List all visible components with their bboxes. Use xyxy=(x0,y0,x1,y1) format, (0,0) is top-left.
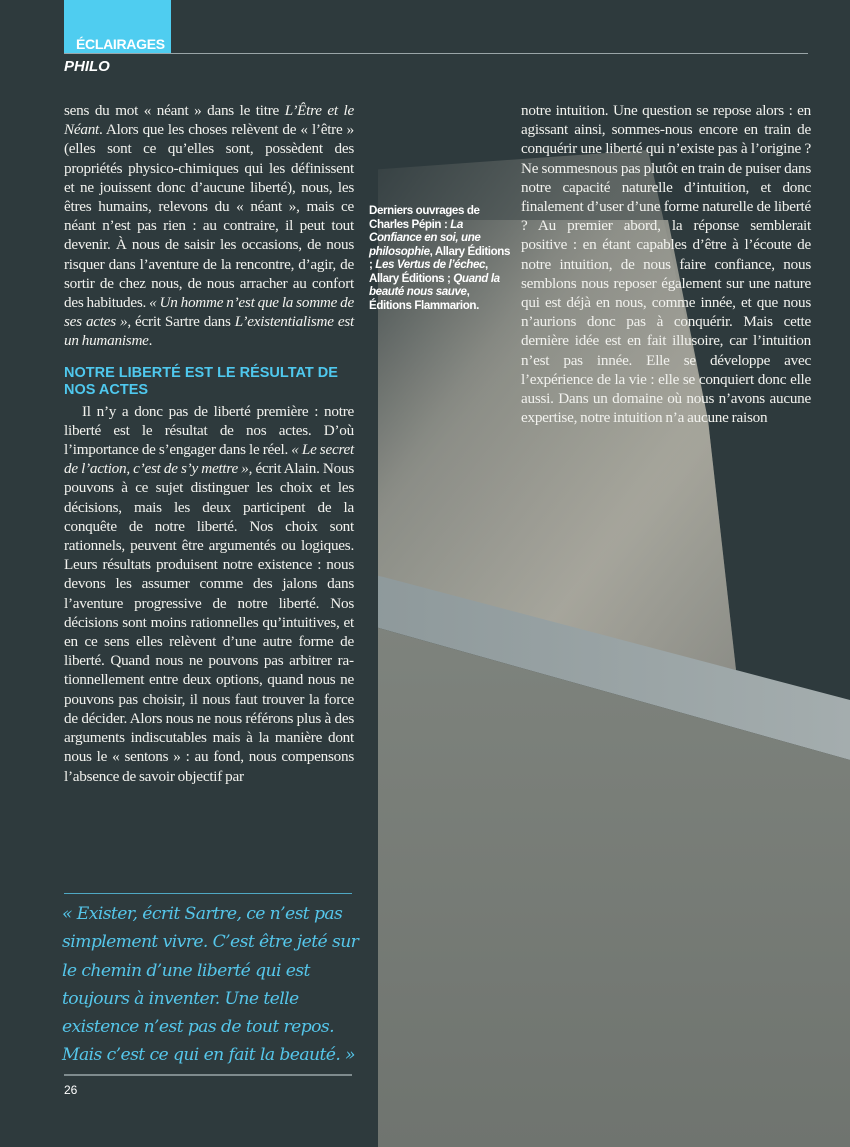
article-column-1 xyxy=(64,101,354,786)
text-run: . xyxy=(148,332,153,350)
sidebar-note xyxy=(369,204,514,312)
pull-quote: « Exister, écrit Sartre, ce n’est pas simplement vivre. C’est être jeté sur le chemin d’une liberté qui est toujours à inventer. Une telle existence n’est pas de tout repos. Mais c’est ce qui en fait la beauté. » xyxy=(62,904,359,1066)
italic-text: L’existentialisme est un humanisme xyxy=(64,313,354,350)
text-run: , Allary Éditions ; xyxy=(369,244,511,271)
category-label: ÉCLAIRAGES xyxy=(76,36,165,52)
page-number: 26 xyxy=(64,1083,78,1097)
quote-top-rule xyxy=(64,893,352,894)
paragraph xyxy=(64,101,354,351)
text-run: , Éditions Flammarion. xyxy=(369,285,479,312)
quote-bottom-rule xyxy=(64,1074,352,1076)
italic-text: Quand la beauté nous sauve xyxy=(369,271,500,298)
text-run: , écrit Sartre dans xyxy=(127,313,235,331)
italic-text: « Le secret de l’action, c’est de s’y mettre » xyxy=(64,441,354,478)
header-rule xyxy=(64,53,808,54)
text-run: Il n’y a donc pas de liberté première : notre liberté est le résultat de nos actes. D’où l’importance de s’engager dans le réel. xyxy=(64,402,354,459)
italic-text: L’Être et le Néant xyxy=(64,102,354,139)
italic-text: La Confiance en soi, une philosophie xyxy=(369,217,481,258)
italic-text: « Un homme n’est que la somme de ses actes » xyxy=(64,294,354,331)
paragraph xyxy=(64,402,354,786)
text-run: , écrit Alain. Nous pouvons à ce sujet distinguer les choix et les décisions, mais les deux participent de la conquête de notre liberté. Nos choix sont rationnels, peuvent être argumentés ou logiques. Leurs résultats produisent notre existence : nous devons les assumer comme des jalons dans l’aventure progressive de notre liberté. Nos décisions sont moins rationnelles qu’intuitives, et en ce sens elles relèvent d’une autre forme de liberté. Quand nous ne pouvons pas arbitrer rationnellement entre deux options, quand nous ne pouvons pas choisir, il nous faut trouver la force de décider. Alors nous ne nous référons plus à des arguments indiscutables mais à la manière dont nous le « sentons » : au fond, nous compensons l’absence de savoir objectif par xyxy=(64,460,354,785)
text-run: sens du mot « néant » dans le titre xyxy=(64,102,285,119)
italic-text: Les Vertus de l’échec xyxy=(375,258,486,271)
paragraph: notre intuition. Une question se repose alors : en agissant ainsi, sommes-nous encore en train de conquérir une liberté qui n’existe pas à l’origine ? Ne sommesnous pas plutôt en train de puiser dans notre capacité naturelle d’intuition, et donc finalement d’user d’une forme naturelle de liberté ? Au premier abord, la réponse semblerait positive : en étant capables d’être à l’écoute de notre intuition, de nous faire confiance, nous semblons nous reposer également sur une nature qui est déjà en nous, comme innée, et que nous n’aurions donc pas à conquérir. Mais cette dernière idée est en fait illusoire, car l’intuition n’est pas innée. Elle se développe avec l’expérience de la vie : elle se conquiert donc elle aussi. Dans un domaine où nous n’avons aucune expertise, notre intuition n’a aucune raison xyxy=(521,102,811,427)
text-run: . Alors que les choses relèvent de « l’être » (elles sont ce qu’elles sont, possèdent des propriétés physico-chimiques qui les définissent et ne jouissent donc d’aucune liberté), nous, les êtres humains, relevons du « néant », mais ce néant n’est pas rien : au contraire, il peut tout devenir. À nous de saisir les occasions, de nous risquer dans l’aventure de la rencontre, d’agir, de sortir de chez nous, de nous arracher au confort des habitudes. xyxy=(64,121,354,312)
text-run: Derniers ouvrages de Charles Pépin : xyxy=(369,204,480,231)
article-column-2 xyxy=(521,101,811,427)
subheading: NOTRE LIBERTÉ EST LE RÉSULTAT DE NOS ACTES xyxy=(64,364,338,398)
section-title: PHILO xyxy=(64,58,110,75)
text-run: , Allary Éditions ; xyxy=(369,258,488,285)
